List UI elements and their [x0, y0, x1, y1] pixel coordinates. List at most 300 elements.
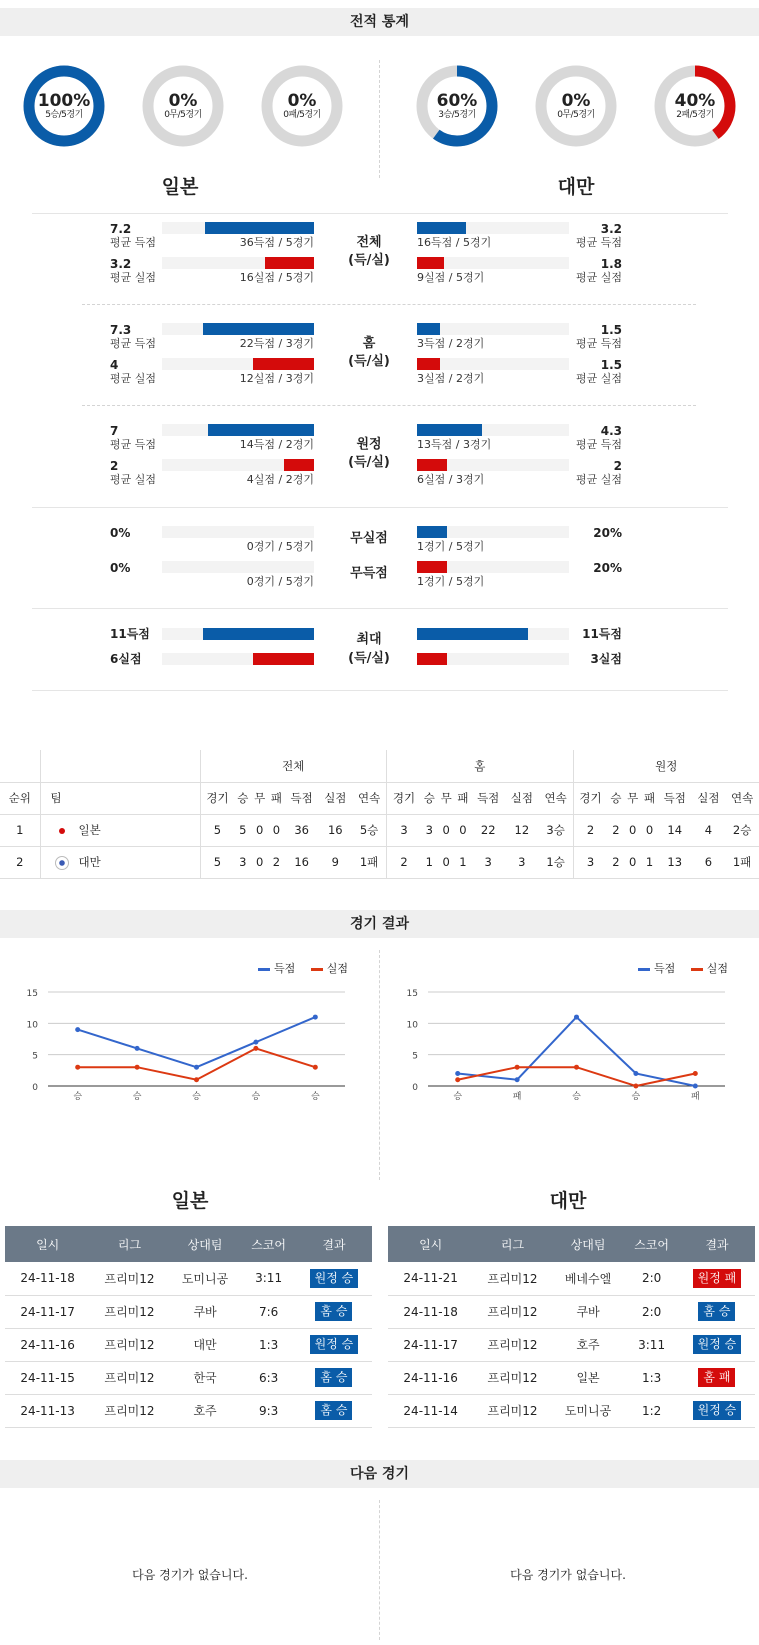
scored-bar: [417, 526, 447, 538]
bar-track: [162, 526, 314, 538]
total-count: 12실점 / 3경기: [239, 372, 314, 385]
result-score: 3:11: [241, 1262, 295, 1295]
y-tick-label: 5: [32, 1051, 38, 1062]
x-tick-label: 승: [631, 1092, 641, 1102]
section-title-stats: 전적 통계: [0, 8, 759, 36]
avg-label: 평균 득점: [575, 236, 622, 249]
game-count: 1경기 / 5경기: [417, 540, 485, 553]
result-cell: [679, 1328, 755, 1361]
standing-cell: 1: [455, 846, 472, 878]
category-label: 무실점: [350, 531, 388, 546]
standing-cell: 0: [455, 814, 472, 846]
result-date: 24-11-21: [388, 1262, 473, 1295]
win-rate-donut: [260, 64, 344, 148]
standing-cell: 16: [318, 814, 352, 846]
standing-cell: 3: [421, 814, 438, 846]
avg-value: 1.5: [600, 358, 622, 372]
donut-percent: 40%: [674, 91, 716, 111]
data-point: [75, 1027, 80, 1032]
bar-track: [417, 257, 569, 269]
avg-label: 평균 실점: [575, 473, 622, 486]
series-line-conceded: [78, 1048, 316, 1079]
result-league: 프리미12: [473, 1394, 551, 1427]
x-tick-label: 승: [251, 1092, 261, 1102]
scored-bar: [203, 323, 314, 335]
avg-value: 1.8: [600, 257, 622, 271]
results-header: 스코어: [241, 1226, 295, 1262]
avg-value: 2: [613, 459, 622, 473]
standing-cell: 2: [387, 846, 421, 878]
data-point: [574, 1015, 579, 1020]
result-row[interactable]: [388, 1295, 755, 1328]
standing-cell: 1: [421, 846, 438, 878]
result-league: 프리미12: [90, 1328, 168, 1361]
result-opponent: 호주: [169, 1394, 242, 1427]
result-cell: [296, 1262, 372, 1295]
x-tick-label: 승: [572, 1092, 581, 1102]
result-league: 프리미12: [90, 1394, 168, 1427]
result-badge: 원정 승: [693, 1335, 742, 1354]
chart-legend-away: 득점 실점: [638, 963, 728, 975]
result-row[interactable]: [388, 1361, 755, 1394]
column-header: 연속: [352, 782, 386, 814]
bar-track: [417, 459, 569, 471]
category-label: 전체: [356, 235, 382, 250]
avg-value: 2: [110, 459, 119, 473]
results-header: 스코어: [624, 1226, 678, 1262]
bar-track: [417, 526, 569, 538]
result-cell: [296, 1328, 372, 1361]
result-score: 9:3: [241, 1394, 295, 1427]
bar-track: [162, 222, 314, 234]
col-team: 팀: [40, 782, 200, 814]
section-title-next: 다음 경기: [0, 1460, 759, 1488]
x-tick-label: 패: [512, 1092, 522, 1102]
result-cell: [679, 1295, 755, 1328]
donut-record: 2패/5경기: [676, 110, 714, 120]
results-header: 일시: [5, 1226, 90, 1262]
bar-track: [417, 358, 569, 370]
standing-cell: 3: [471, 846, 505, 878]
y-tick-label: 0: [412, 1083, 418, 1093]
standing-cell: 3: [573, 846, 607, 878]
standing-cell: 12: [505, 814, 539, 846]
avg-value: 1.5: [600, 323, 622, 337]
line-chart-home: [0, 980, 380, 1160]
data-point: [693, 1084, 698, 1089]
x-tick-label: 승: [310, 1092, 320, 1102]
standing-cell: 5: [200, 846, 234, 878]
standing-cell: 5승: [352, 814, 386, 846]
result-cell: [296, 1361, 372, 1394]
bar-track: [162, 561, 314, 573]
results-header: 결과: [296, 1226, 372, 1262]
no-next-match-away: 다음 경기가 없습니다.: [510, 1568, 626, 1582]
data-point: [455, 1071, 460, 1076]
donut-percent: 0%: [287, 91, 317, 111]
standing-cell: 36: [285, 814, 319, 846]
avg-label: 평균 실점: [110, 271, 157, 284]
category-label: 홈: [362, 336, 376, 351]
avg-value: 7: [110, 424, 119, 438]
result-opponent: 쿠바: [552, 1295, 625, 1328]
bar-track: [417, 323, 569, 335]
result-row[interactable]: [5, 1361, 372, 1394]
result-badge: 홈 승: [698, 1302, 735, 1321]
column-header: 연속: [725, 782, 759, 814]
conceded-bar: [265, 257, 314, 269]
standing-cell: 5: [200, 814, 234, 846]
data-point: [515, 1077, 520, 1082]
bar-track: [417, 628, 569, 640]
standing-cell: 2승: [725, 814, 759, 846]
column-header: 패: [455, 782, 472, 814]
conceded-bar: [417, 358, 440, 370]
donut-percent: 0%: [168, 91, 198, 111]
results-team-away: 대만: [549, 1190, 587, 1212]
scored-bar: [205, 222, 314, 234]
standing-cell: 0: [268, 814, 285, 846]
result-badge: 원정 패: [693, 1269, 742, 1288]
result-league: 프리미12: [473, 1361, 551, 1394]
donut-record: 0무/5경기: [557, 110, 595, 120]
donut-record: 0패/5경기: [283, 110, 321, 120]
data-point: [135, 1065, 140, 1070]
total-count: 4실점 / 2경기: [246, 473, 314, 486]
taiwan-flag-icon: [55, 856, 69, 870]
results-header: 결과: [679, 1226, 755, 1262]
result-league: 프리미12: [473, 1328, 551, 1361]
result-badge: 원정 승: [693, 1401, 742, 1420]
rate-value: 20%: [593, 526, 622, 540]
result-badge: 홈 패: [698, 1368, 735, 1387]
result-league: 프리미12: [90, 1262, 168, 1295]
bar-track: [162, 257, 314, 269]
avg-value: 3.2: [110, 257, 132, 271]
win-rate-donut: [534, 64, 618, 148]
group-header-away: 원정: [573, 750, 759, 782]
result-opponent: 일본: [552, 1361, 625, 1394]
total-count: 16득점 / 5경기: [417, 236, 492, 249]
result-score: 6:3: [241, 1361, 295, 1394]
no-next-match-home: 다음 경기가 없습니다.: [132, 1568, 248, 1582]
category-sub: (득/실): [348, 455, 390, 470]
standing-team[interactable]: [40, 846, 200, 878]
standing-cell: 3: [234, 846, 251, 878]
standing-team-name: 대만: [78, 855, 101, 869]
column-header: 무: [438, 782, 455, 814]
result-cell: [296, 1394, 372, 1427]
standing-team[interactable]: [40, 814, 200, 846]
result-opponent: 한국: [169, 1361, 242, 1394]
bar-track: [162, 424, 314, 436]
conceded-bar: [253, 358, 314, 370]
standing-cell: 22: [471, 814, 505, 846]
x-tick-label: 패: [690, 1092, 700, 1102]
win-rate-donut: [653, 64, 737, 148]
result-date: 24-11-16: [388, 1361, 473, 1394]
result-row[interactable]: [5, 1394, 372, 1427]
donut-percent: 100%: [37, 91, 91, 111]
standings-table: [0, 750, 759, 879]
y-tick-label: 15: [26, 989, 38, 999]
x-tick-label: 승: [192, 1092, 201, 1102]
results-header: 상대팀: [552, 1226, 625, 1262]
result-date: 24-11-18: [388, 1295, 473, 1328]
donut-record: 0무/5경기: [164, 110, 202, 120]
group-header-all: 전체: [200, 750, 387, 782]
scored-bar: [203, 628, 314, 640]
result-opponent: 대만: [169, 1328, 242, 1361]
column-header: 경기: [573, 782, 607, 814]
standing-cell: 2: [607, 814, 624, 846]
total-count: 9실점 / 5경기: [417, 271, 485, 284]
standing-cell: 1패: [352, 846, 386, 878]
bar-track: [162, 459, 314, 471]
standing-cell: 6: [692, 846, 726, 878]
result-date: 24-11-15: [5, 1361, 90, 1394]
win-rate-donut: [141, 64, 225, 148]
category-label: 무득점: [350, 566, 388, 581]
result-row[interactable]: [388, 1328, 755, 1361]
category-sub: (득/실): [348, 354, 390, 369]
max-value: 11득점: [582, 627, 622, 641]
category-sub: (득/실): [348, 651, 390, 666]
avg-label: 평균 득점: [110, 236, 157, 249]
y-tick-label: 5: [412, 1051, 418, 1062]
standing-cell: 0: [438, 846, 455, 878]
line-chart-away: [380, 980, 759, 1160]
result-row[interactable]: [5, 1262, 372, 1295]
result-date: 24-11-17: [388, 1328, 473, 1361]
result-opponent: 도미니공: [169, 1262, 242, 1295]
avg-label: 평균 득점: [575, 438, 622, 451]
scored-bar: [417, 424, 482, 436]
data-point: [574, 1065, 579, 1070]
conceded-bar: [253, 653, 314, 665]
data-point: [194, 1065, 199, 1070]
donut-record: 3승/5경기: [438, 110, 476, 120]
result-opponent: 도미니공: [552, 1394, 625, 1427]
rate-value: 0%: [110, 526, 131, 540]
bar-track: [162, 628, 314, 640]
column-header: 경기: [200, 782, 234, 814]
result-score: 1:2: [624, 1394, 678, 1427]
data-point: [135, 1046, 140, 1051]
standing-cell: 2: [268, 846, 285, 878]
scored-bar: [208, 424, 314, 436]
standing-cell: 2: [573, 814, 607, 846]
result-badge: 원정 승: [310, 1269, 359, 1288]
data-point: [313, 1015, 318, 1020]
group-header-home: 홈: [387, 750, 574, 782]
standing-cell: 3: [387, 814, 421, 846]
column-header: 경기: [387, 782, 421, 814]
avg-label: 평균 실점: [575, 271, 622, 284]
result-badge: 홈 승: [315, 1401, 352, 1420]
team-name-home: 일본: [161, 176, 199, 198]
result-score: 2:0: [624, 1262, 678, 1295]
team-name-away: 대만: [557, 176, 595, 198]
section-title-results: 경기 결과: [0, 910, 759, 938]
results-header: 상대팀: [169, 1226, 242, 1262]
avg-label: 평균 실점: [575, 372, 622, 385]
data-point: [313, 1065, 318, 1070]
result-score: 1:3: [624, 1361, 678, 1394]
avg-label: 평균 실점: [110, 372, 157, 385]
avg-label: 평균 득점: [110, 438, 157, 451]
y-tick-label: 0: [32, 1083, 38, 1093]
result-badge: 홈 승: [315, 1302, 352, 1321]
data-point: [515, 1065, 520, 1070]
max-value: 6실점: [110, 652, 142, 666]
total-count: 16실점 / 5경기: [239, 271, 314, 284]
donut-percent: 60%: [436, 91, 478, 111]
results-table-home: [5, 1226, 372, 1428]
japan-flag-icon: [55, 826, 69, 836]
result-opponent: 호주: [552, 1328, 625, 1361]
result-score: 2:0: [624, 1295, 678, 1328]
rate-value: 20%: [593, 561, 622, 575]
column-header: 패: [268, 782, 285, 814]
standing-cell: 2: [607, 846, 624, 878]
results-header: 리그: [90, 1226, 168, 1262]
avg-value: 7.2: [110, 222, 132, 236]
y-tick-label: 10: [406, 1020, 418, 1031]
max-value: 11득점: [110, 627, 150, 641]
standing-rank: 1: [0, 814, 40, 846]
standing-cell: 3: [505, 846, 539, 878]
data-point: [194, 1077, 199, 1082]
result-cell: [679, 1394, 755, 1427]
bar-track: [417, 561, 569, 573]
conceded-bar: [284, 459, 314, 471]
category-label: 최대: [356, 632, 382, 647]
game-count: 0경기 / 5경기: [246, 540, 314, 553]
results-team-home: 일본: [171, 1190, 209, 1212]
standing-cell: 1: [641, 846, 658, 878]
standing-cell: 0: [624, 846, 641, 878]
donut-percent: 0%: [561, 91, 591, 111]
column-header: 득점: [285, 782, 319, 814]
column-header: 무: [251, 782, 268, 814]
result-cell: [296, 1295, 372, 1328]
total-count: 3득점 / 2경기: [417, 337, 485, 350]
result-badge: 원정 승: [310, 1335, 359, 1354]
result-league: 프리미12: [90, 1295, 168, 1328]
column-header: 패: [641, 782, 658, 814]
standing-cell: 0: [624, 814, 641, 846]
data-point: [633, 1084, 638, 1089]
column-header: 승: [607, 782, 624, 814]
standing-cell: 0: [251, 846, 268, 878]
data-point: [253, 1046, 258, 1051]
result-row[interactable]: [388, 1394, 755, 1427]
avg-value: 3.2: [600, 222, 622, 236]
scored-bar: [417, 222, 466, 234]
result-row[interactable]: [5, 1328, 372, 1361]
bar-track: [162, 653, 314, 665]
standing-cell: 0: [641, 814, 658, 846]
column-header: 승: [421, 782, 438, 814]
game-count: 1경기 / 5경기: [417, 575, 485, 588]
y-tick-label: 15: [406, 989, 418, 999]
data-point: [455, 1077, 460, 1082]
total-count: 6실점 / 3경기: [417, 473, 485, 486]
standing-cell: 0: [251, 814, 268, 846]
scored-bar: [417, 628, 528, 640]
bar-track: [417, 424, 569, 436]
donut-record: 5승/5경기: [45, 110, 83, 120]
standing-cell: 13: [658, 846, 692, 878]
total-count: 36득점 / 5경기: [239, 236, 314, 249]
scored-bar: [417, 323, 440, 335]
avg-value: 4: [110, 358, 119, 372]
result-score: 3:11: [624, 1328, 678, 1361]
result-date: 24-11-14: [388, 1394, 473, 1427]
column-header: 승: [234, 782, 251, 814]
x-tick-label: 승: [453, 1092, 463, 1102]
result-date: 24-11-17: [5, 1295, 90, 1328]
standing-team-name: 일본: [78, 823, 101, 837]
conceded-bar: [417, 459, 447, 471]
avg-value: 7.3: [110, 323, 132, 337]
result-opponent: 베네수엘: [552, 1262, 625, 1295]
result-league: 프리미12: [473, 1295, 551, 1328]
result-row[interactable]: [388, 1262, 755, 1295]
total-count: 22득점 / 3경기: [239, 337, 314, 350]
rate-value: 0%: [110, 561, 131, 575]
bar-track: [417, 222, 569, 234]
avg-label: 평균 득점: [575, 337, 622, 350]
series-line-scored: [78, 1017, 316, 1067]
avg-label: 평균 실점: [110, 473, 157, 486]
standing-cell: 4: [692, 814, 726, 846]
standing-cell: 5: [234, 814, 251, 846]
conceded-bar: [417, 561, 447, 573]
result-league: 프리미12: [473, 1262, 551, 1295]
result-badge: 홈 승: [315, 1368, 352, 1387]
result-cell: [679, 1361, 755, 1394]
result-cell: [679, 1262, 755, 1295]
standing-cell: 16: [285, 846, 319, 878]
total-count: 3실점 / 2경기: [417, 372, 485, 385]
column-header: 득점: [471, 782, 505, 814]
column-header: 실점: [692, 782, 726, 814]
column-header: 연속: [539, 782, 573, 814]
column-header: 무: [624, 782, 641, 814]
data-point: [75, 1065, 80, 1070]
conceded-bar: [417, 257, 444, 269]
result-date: 24-11-18: [5, 1262, 90, 1295]
standing-cell: 1승: [539, 846, 573, 878]
conceded-bar: [417, 653, 447, 665]
result-row[interactable]: [5, 1295, 372, 1328]
result-opponent: 쿠바: [169, 1295, 242, 1328]
standing-cell: 1패: [725, 846, 759, 878]
result-date: 24-11-13: [5, 1394, 90, 1427]
series-line-scored: [458, 1017, 696, 1086]
results-header: 일시: [388, 1226, 473, 1262]
bar-track: [417, 653, 569, 665]
win-rate-donut: [415, 64, 499, 148]
avg-label: 평균 득점: [110, 337, 157, 350]
chart-legend-home: 득점 실점: [258, 963, 348, 975]
results-header: 리그: [473, 1226, 551, 1262]
x-tick-label: 승: [73, 1092, 83, 1102]
result-league: 프리미12: [90, 1361, 168, 1394]
data-point: [633, 1071, 638, 1076]
